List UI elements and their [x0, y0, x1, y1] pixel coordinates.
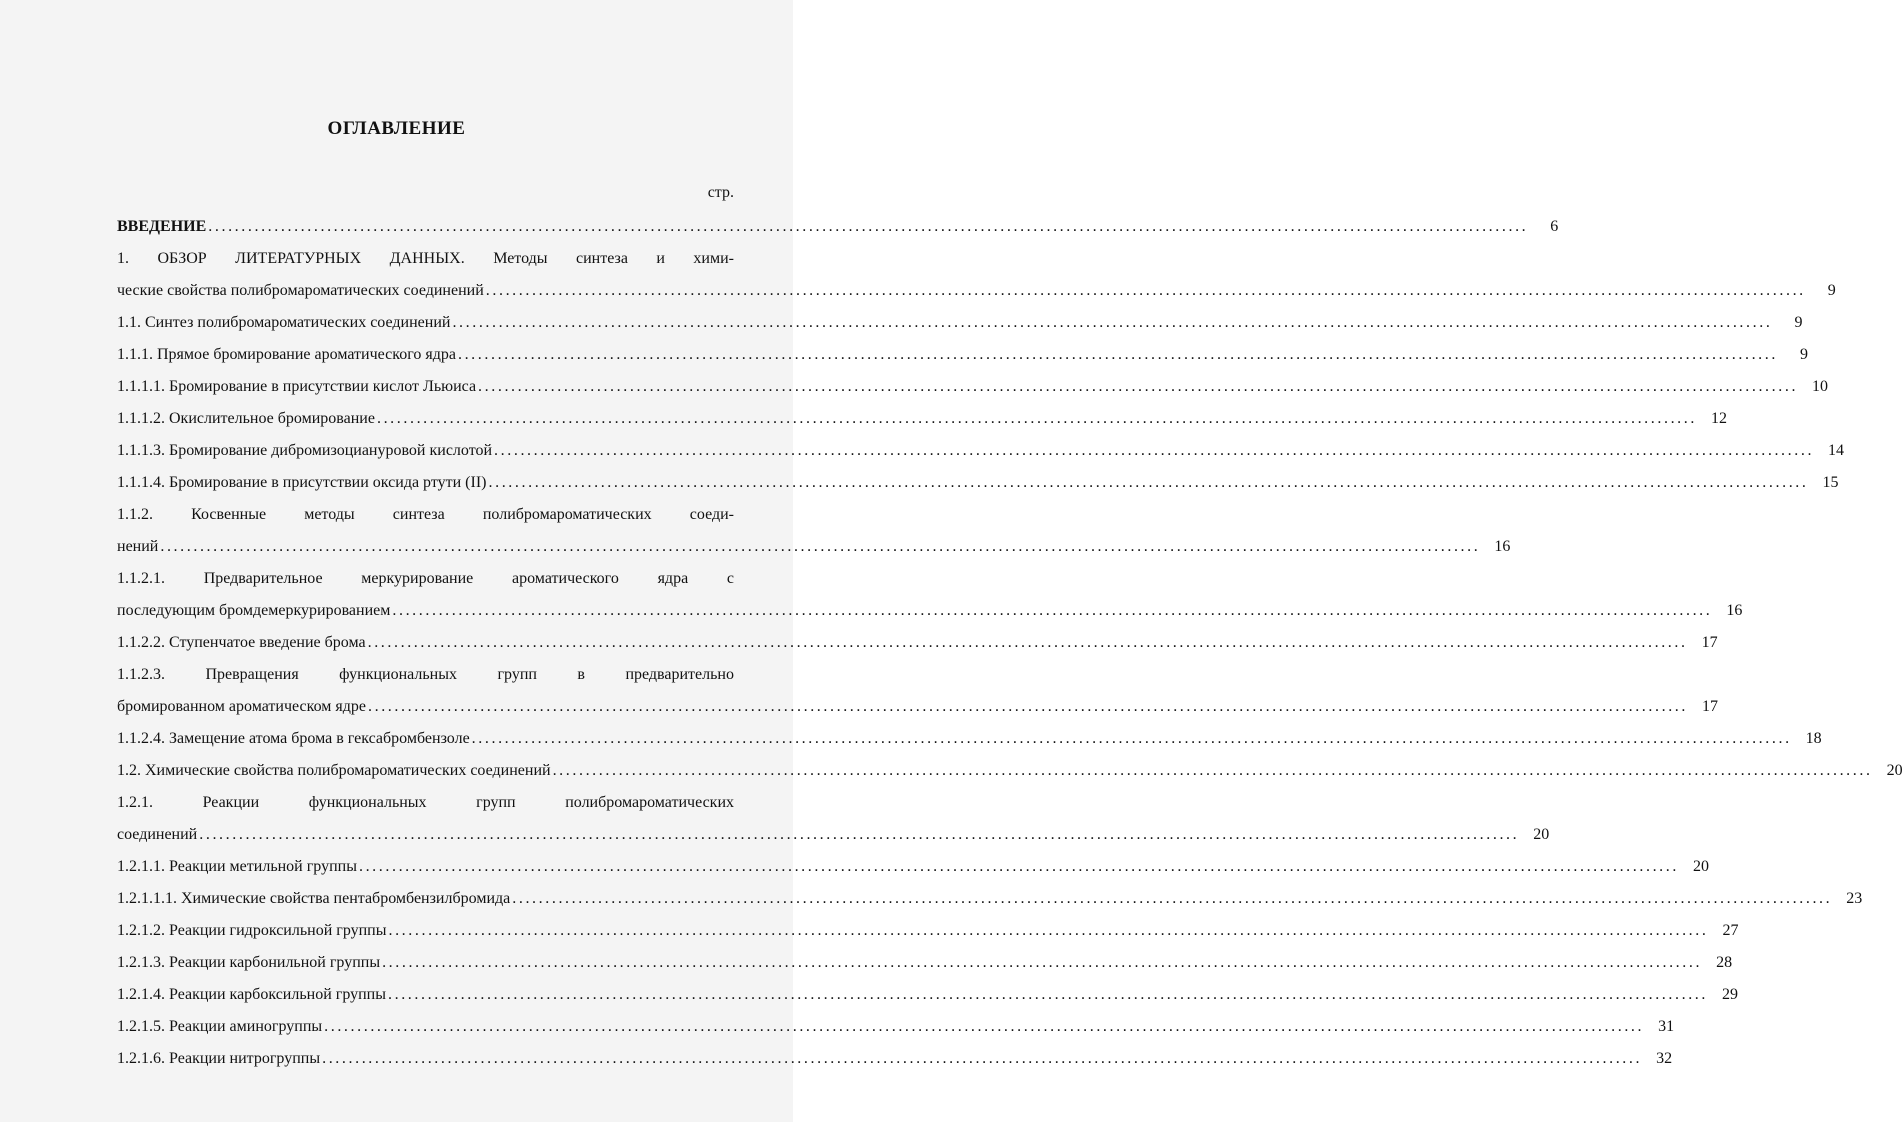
dot-leader: ........................................................................................................................................................................................................: [457, 346, 1778, 363]
toc-entry-line-last: [117, 435, 1845, 467]
toc-entry-text: нений: [117, 538, 159, 555]
toc-entry-text: последующим бромдемеркурированием: [117, 602, 391, 619]
toc-entry: [117, 755, 1903, 787]
toc-entry: [117, 787, 1550, 851]
toc-page-number: 20: [1886, 762, 1903, 779]
toc-entry-text: 1.1.1.3. Бромирование дибромизоциануровой кислотой: [117, 442, 493, 459]
toc-entry: [117, 627, 1718, 659]
toc-entry: [117, 851, 1709, 883]
dot-leader: ........................................................................................................................................................................................................: [322, 1050, 1643, 1067]
toc-entry-line: [117, 499, 734, 531]
toc-page-number: 15: [1822, 474, 1839, 491]
toc-page-number: 12: [1710, 410, 1727, 427]
toc-entry-line: [117, 659, 734, 691]
toc-page-number: 23: [1846, 890, 1863, 907]
page-title: ОГЛАВЛЕНИЕ: [327, 118, 466, 139]
toc-page-number: 29: [1722, 986, 1738, 1003]
toc-page-number: 9: [1827, 282, 1836, 299]
toc-entry-line-last: [117, 723, 1822, 755]
toc-entry-line-last: [117, 755, 1903, 787]
toc-page-number: 14: [1828, 442, 1845, 459]
toc-page-number: 32: [1656, 1050, 1673, 1067]
toc-entry: [117, 403, 1727, 435]
toc-page-number: 18: [1805, 730, 1822, 747]
toc-page-number: 20: [1692, 858, 1709, 875]
toc-page-number: 17: [1701, 634, 1718, 651]
dot-leader: ........................................................................................................................................................................................................: [376, 410, 1697, 427]
toc-entry-line: [117, 563, 734, 595]
toc-entry: [117, 1011, 1675, 1043]
toc-entry: [117, 563, 1743, 627]
toc-entry-line-last: [117, 275, 1836, 307]
toc-entry-text: 1.1.1.4. Бромирование в присутствии оксида ртути (II): [117, 474, 487, 491]
toc-entry-line-last: [117, 211, 1559, 243]
toc-entry: [117, 979, 1738, 1011]
dot-leader: ........................................................................................................................................................................................................: [367, 634, 1688, 651]
toc-entry-line-last: [117, 467, 1839, 499]
toc-entry-line-last: [117, 883, 1863, 915]
toc-entry-text: 1.1. Синтез полибромароматических соединений: [117, 314, 451, 331]
toc-entry: [117, 723, 1822, 755]
toc-page-number: 6: [1550, 218, 1559, 235]
toc-entry-line-last: [117, 371, 1829, 403]
toc-entry-text: 1.1.2.4. Замещение атома брома в гексабромбензоле: [117, 730, 470, 747]
toc-entry-text: бромированном ароматическом ядре: [117, 698, 366, 715]
dot-leader: ........................................................................................................................................................................................................: [471, 730, 1792, 747]
toc-entry-text: 1.1.2.2. Ступенчатое введение брома: [117, 634, 366, 651]
toc-entry: [117, 1043, 1673, 1075]
dot-leader: ........................................................................................................................................................................................................: [388, 922, 1709, 939]
dot-leader: ........................................................................................................................................................................................................: [392, 602, 1713, 619]
toc-entry-text: 1.1.1.2. Окислительное бромирование: [117, 410, 375, 427]
toc-entry-line: [117, 243, 734, 275]
toc-entry-line-last: [117, 979, 1738, 1011]
toc-entry-text: 1.1.1. Прямое бромирование ароматического ядра: [117, 346, 456, 363]
toc-page-number: 9: [1799, 346, 1808, 363]
dot-leader: ........................................................................................................................................................................................................: [388, 986, 1708, 1003]
toc-page-number: 9: [1794, 314, 1803, 331]
toc-entry: [117, 467, 1839, 499]
dot-leader: ........................................................................................................................................................................................................: [160, 538, 1481, 555]
toc-entry-text: 1.2.1.4. Реакции карбоксильной группы: [117, 986, 386, 1003]
toc-entry-text: 1.2.1.1.1. Химические свойства пентабромбензилбромида: [117, 890, 511, 907]
toc-entry-line-last: [117, 307, 1803, 339]
toc-entry-line-last: [117, 531, 1511, 563]
toc-entry-line-last: [117, 947, 1733, 979]
toc-page-number: 16: [1726, 602, 1743, 619]
toc-entry-text: 1.2.1. Реакции функциональных групп полибромароматических: [117, 794, 734, 811]
toc-entry-text: 1.1.2.3. Превращения функциональных групп в предварительно: [117, 666, 734, 683]
toc-page-number: 16: [1494, 538, 1511, 555]
toc-page-number: 27: [1722, 922, 1739, 939]
toc-entry: [117, 499, 1511, 563]
toc-entry-line-last: [117, 403, 1727, 435]
dot-leader: ........................................................................................................................................................................................................: [512, 890, 1833, 907]
dot-leader: ........................................................................................................................................................................................................: [452, 314, 1773, 331]
toc-entry-line: [117, 787, 734, 819]
toc-entry-text: 1.1.1.1. Бромирование в присутствии кислот Льюиса: [117, 378, 477, 395]
toc-entry-text: ческие свойства полибромароматических соединений: [117, 282, 484, 299]
toc-entry-line-last: [117, 819, 1550, 851]
toc-entry-text: 1.1.2.1. Предварительное меркурирование ароматического ядра с: [117, 570, 734, 587]
dot-leader: ........................................................................................................................................................................................................: [199, 826, 1520, 843]
dot-leader: ........................................................................................................................................................................................................: [478, 378, 1799, 395]
toc-entry: [117, 371, 1829, 403]
toc-entry: [117, 947, 1733, 979]
toc-entry: [117, 659, 1718, 723]
dot-leader: ........................................................................................................................................................................................................: [208, 218, 1529, 235]
toc-entry-text: ВВЕДЕНИЕ: [117, 218, 207, 235]
toc-entry-text: 1.2.1.2. Реакции гидроксильной группы: [117, 922, 387, 939]
toc-page-number: 20: [1533, 826, 1550, 843]
toc-entry-text: 1.2.1.5. Реакции аминогруппы: [117, 1018, 323, 1035]
dot-leader: ........................................................................................................................................................................................................: [358, 858, 1679, 875]
toc-entry-line-last: [117, 1043, 1673, 1075]
toc-page-number: 17: [1702, 698, 1718, 715]
toc-entry-text: 1.2.1.3. Реакции карбонильной группы: [117, 954, 381, 971]
toc-entry-text: 1. ОБЗОР ЛИТЕРАТУРНЫХ ДАННЫХ. Методы синтеза и хими-: [117, 250, 734, 267]
toc-page-number: 31: [1658, 1018, 1675, 1035]
dot-leader: ........................................................................................................................................................................................................: [485, 282, 1806, 299]
dot-leader: ........................................................................................................................................................................................................: [382, 954, 1703, 971]
toc-entry: [117, 915, 1739, 947]
toc-entry-text: соединений: [117, 826, 198, 843]
dot-leader: ........................................................................................................................................................................................................: [552, 762, 1873, 779]
toc-entry: [117, 435, 1845, 467]
toc-entry: [117, 339, 1808, 371]
toc-entry-line-last: [117, 627, 1718, 659]
toc-entry-text: 1.2.1.6. Реакции нитрогруппы: [117, 1050, 321, 1067]
page-column-header: стр.: [707, 184, 734, 201]
toc-entry-line-last: [117, 595, 1743, 627]
toc-entry-text: 1.1.2. Косвенные методы синтеза полибромароматических соеди-: [117, 506, 734, 523]
dot-leader: ........................................................................................................................................................................................................: [488, 474, 1809, 491]
toc-entry: [117, 211, 1559, 243]
toc-page-number: 28: [1716, 954, 1733, 971]
toc-entry-text: 1.2. Химические свойства полибромароматических соединений: [117, 762, 551, 779]
toc-entry-line-last: [117, 1011, 1675, 1043]
dot-leader: ........................................................................................................................................................................................................: [324, 1018, 1645, 1035]
table-of-contents: [117, 211, 1903, 1075]
toc-entry-line-last: [117, 851, 1709, 883]
toc-entry: [117, 883, 1863, 915]
toc-entry-line-last: [117, 915, 1739, 947]
toc-entry: [117, 307, 1803, 339]
toc-entry-line-last: [117, 339, 1808, 371]
toc-entry: [117, 243, 1836, 307]
toc-page-number: 10: [1812, 378, 1829, 395]
toc-entry-line-last: [117, 691, 1718, 723]
dot-leader: ........................................................................................................................................................................................................: [494, 442, 1815, 459]
dot-leader: ........................................................................................................................................................................................................: [368, 698, 1688, 715]
toc-entry-text: 1.2.1.1. Реакции метильной группы: [117, 858, 357, 875]
